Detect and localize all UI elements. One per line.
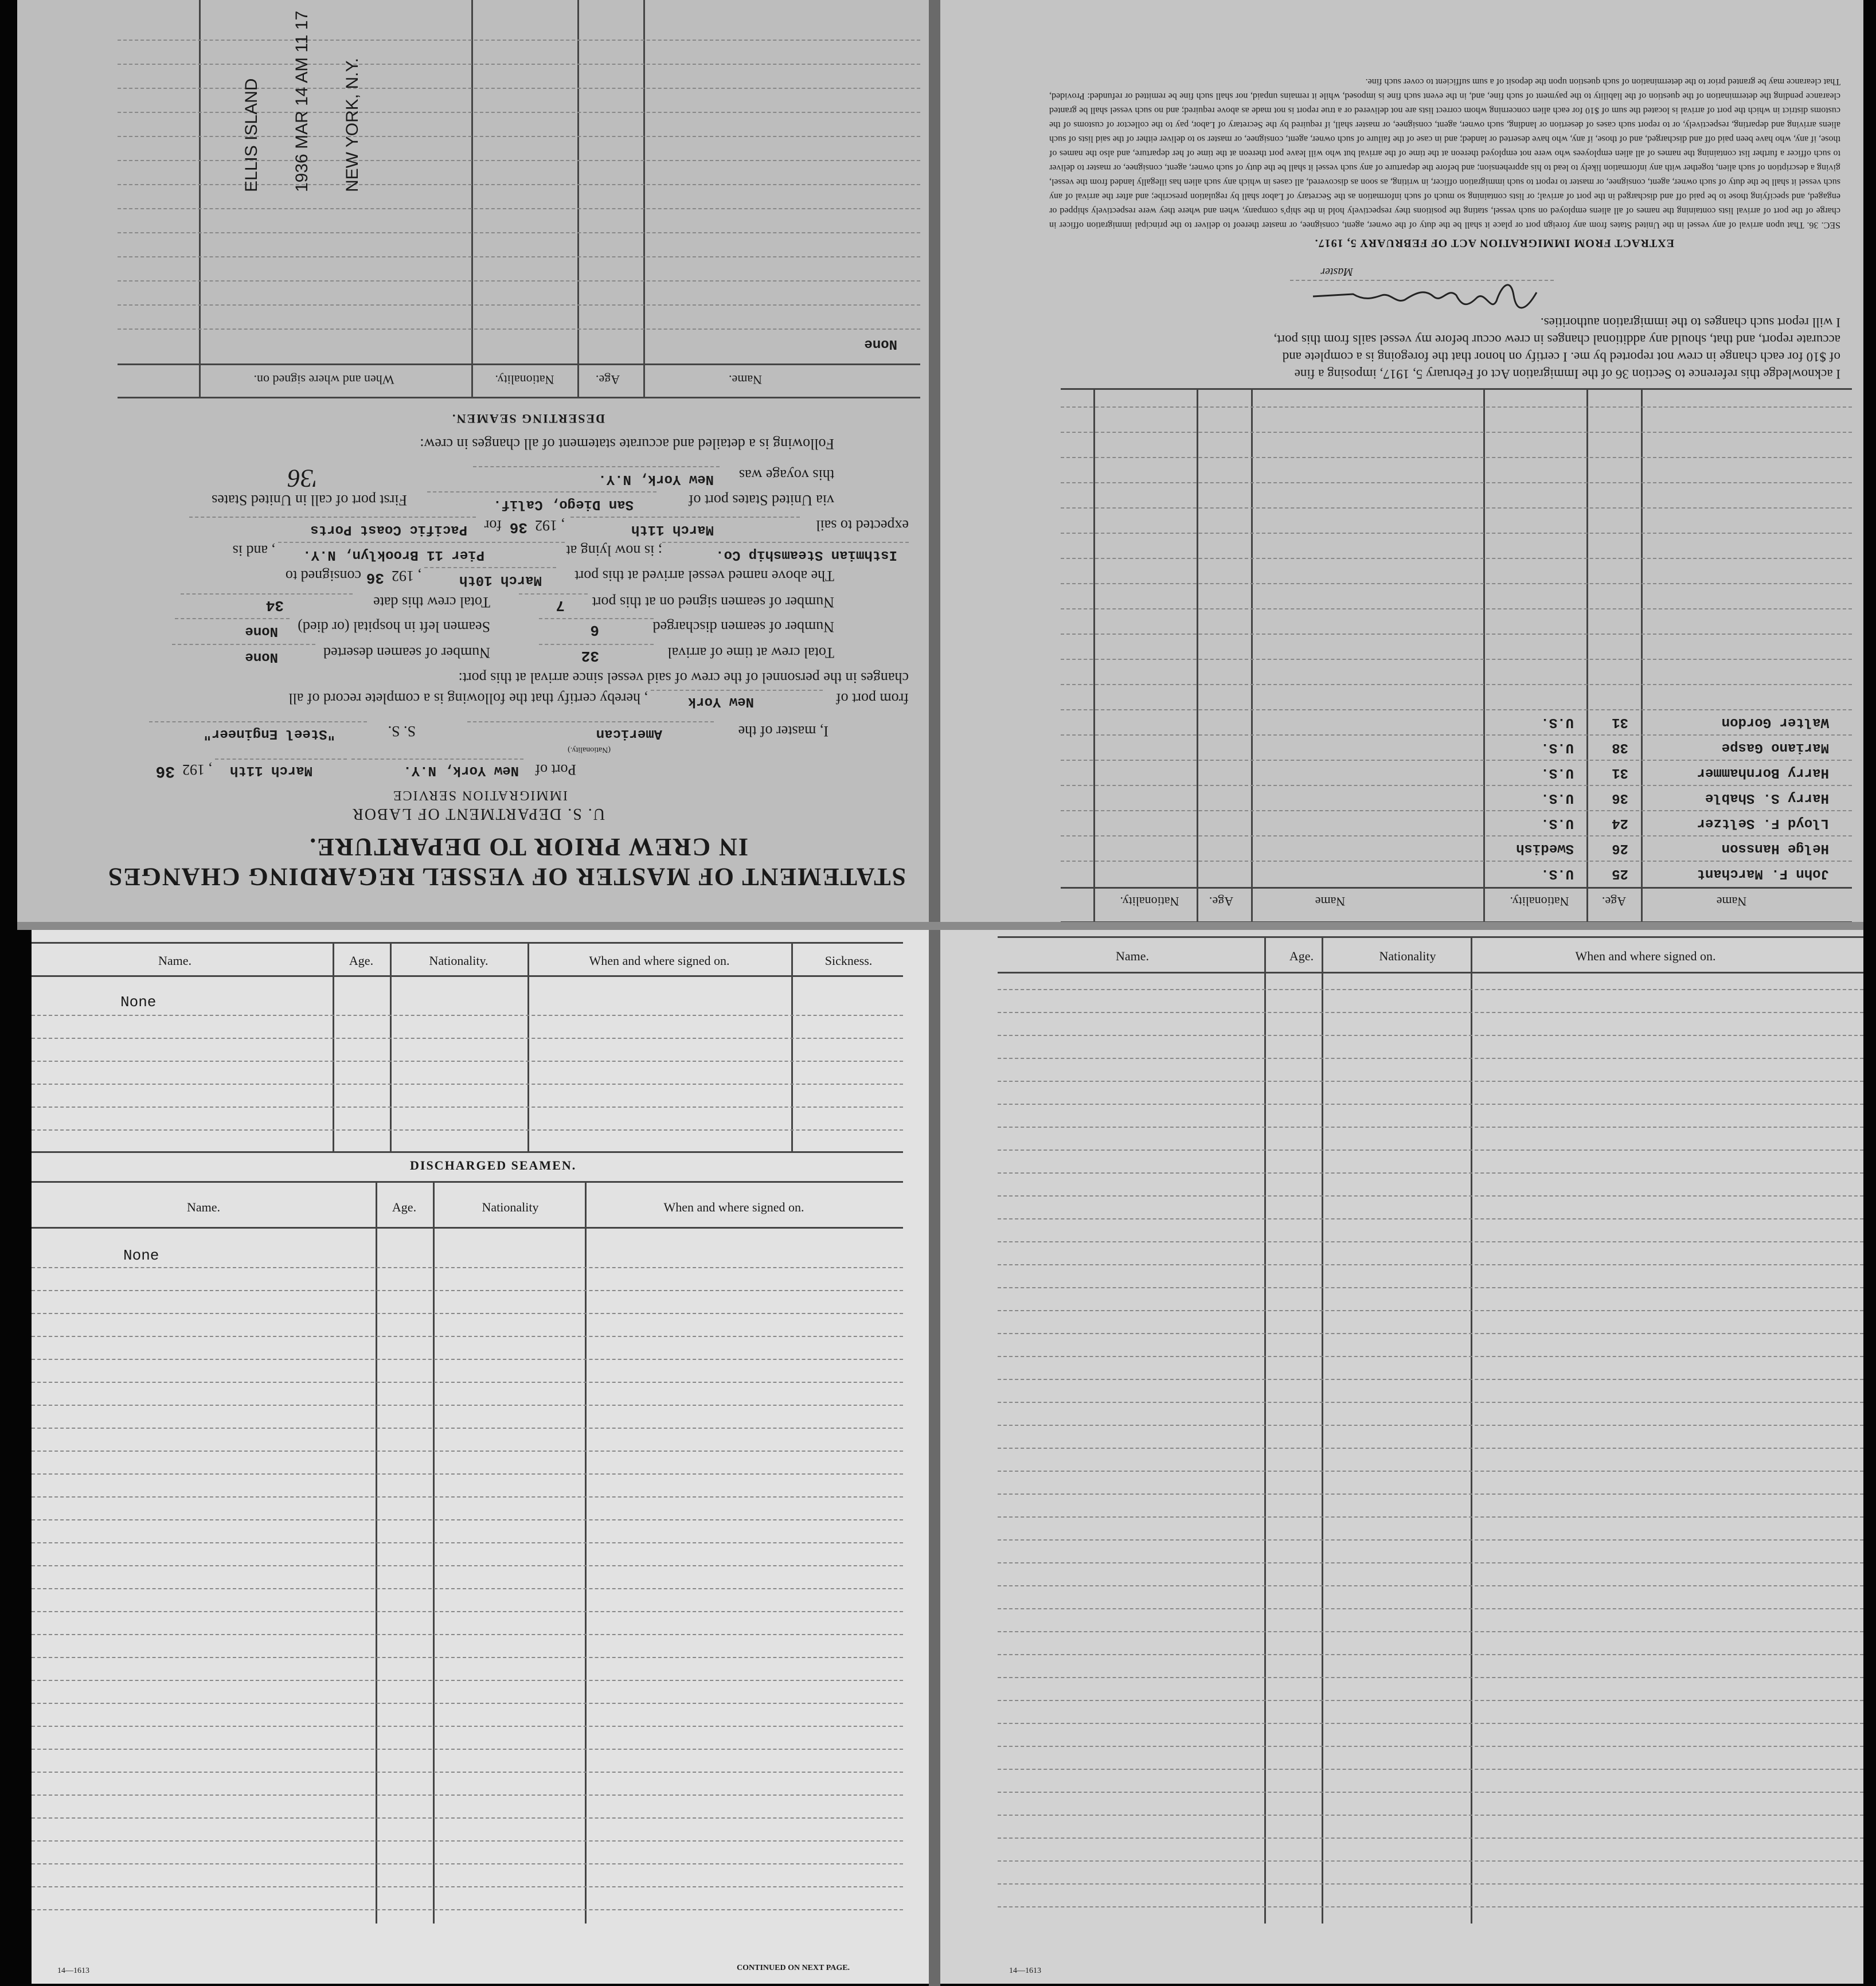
signed-row-age: 31 <box>1612 765 1628 780</box>
ruled-line <box>998 1287 1863 1288</box>
ellis-island-stamp <box>226 11 378 192</box>
ruled-line <box>998 1218 1863 1219</box>
ruled-line <box>32 1657 903 1658</box>
form-number-left: 14—1613 <box>57 1967 89 1975</box>
signed-row-name: Walter Gordon <box>1721 714 1829 730</box>
deserted-label: Number of seamen deserted <box>323 644 490 661</box>
master-signature <box>1302 278 1542 318</box>
lower-left-sheet <box>32 926 929 1984</box>
continued-note: CONTINUED ON NEXT PAGE. <box>737 1964 850 1972</box>
extract-heading: EXTRACT FROM IMMIGRATION ACT OF FEBRUARY 5, 1917. <box>1314 237 1674 249</box>
department-name: U. S. DEPARTMENT OF LABOR <box>351 805 605 823</box>
ruled-line <box>998 1654 1863 1655</box>
discharged-col-nationality: Nationality <box>482 1200 539 1214</box>
ruled-line <box>998 1723 1863 1724</box>
via-value: San Diego, Calif. <box>493 496 634 512</box>
signed-row-name: John F. Marchant <box>1697 866 1829 881</box>
from-port: New York <box>687 694 754 709</box>
discharged-col-when: When and where signed on. <box>663 1200 804 1214</box>
total-date-value: 34 <box>265 597 284 614</box>
ack-line3: accurate report, and that, should any additional changes in crew occur before my vessel sails from this port, <box>1273 333 1840 347</box>
desert-col-when: When and where signed on. <box>253 373 394 387</box>
ruled-line <box>32 1588 903 1589</box>
signed-col-nat-2: Nationality. <box>1120 894 1179 909</box>
expected-label: expected to sail <box>816 517 909 534</box>
master-nationality: American <box>596 726 662 741</box>
signed-row-nationality: U.S. <box>1541 790 1574 806</box>
stamp-line3: NEW YORK, N.Y. <box>343 58 362 192</box>
signed-row-nationality: Swedish <box>1516 840 1574 856</box>
first-port-label: First port of call in United States <box>212 492 407 509</box>
cont-col-when: When and where signed on. <box>1575 949 1716 963</box>
port-value: New York, N.Y. <box>403 763 519 778</box>
hospital-col-age: Age. <box>349 953 374 968</box>
ruled-line <box>998 1264 1863 1265</box>
ruled-line <box>998 989 1863 990</box>
destination: Pacific Coast Ports <box>310 522 467 537</box>
expected-value: March 11th <box>631 522 714 537</box>
upper-right-sheet <box>932 0 1863 926</box>
consignee: Isthmian Steamship Co. <box>716 547 897 562</box>
ruled-line <box>32 1451 903 1452</box>
ruled-line <box>32 1886 903 1887</box>
ruled-line <box>32 1634 903 1635</box>
deserting-heading: DESERTING SEAMEN. <box>451 412 605 426</box>
ruled-line <box>32 1359 903 1360</box>
changes-intro: Following is a detailed and accurate statement of all changes in crew: <box>420 436 834 452</box>
upper-left-sheet <box>17 0 932 926</box>
port-year-prefix: , 192 <box>182 761 212 778</box>
ruled-line <box>998 1539 1863 1541</box>
deserted-value: None <box>245 649 278 664</box>
ruled-line <box>998 1448 1863 1449</box>
form-title-line2: IN CREW PRIOR TO DEPARTURE. <box>308 833 748 861</box>
lying-value: Pier 11 Brooklyn, N.Y. <box>303 547 484 562</box>
ruled-line <box>998 1425 1863 1426</box>
ruled-line <box>998 1677 1863 1678</box>
signed-row-age: 31 <box>1612 714 1628 730</box>
changes-text: changes in the personnel of the crew of said vessel since arrival at this port: <box>458 670 909 686</box>
ruled-line <box>32 1680 903 1681</box>
cont-col-name: Name. <box>1115 949 1150 963</box>
ruled-line <box>32 1772 903 1773</box>
discharged-col-age: Age. <box>392 1200 417 1214</box>
ruled-line <box>32 1267 903 1268</box>
ruled-line <box>998 1815 1863 1816</box>
signed-row-nationality: U.S. <box>1541 740 1574 755</box>
ruled-line <box>998 1104 1863 1105</box>
ruled-line <box>32 1726 903 1727</box>
expected-year-prefix: , 192 <box>535 517 565 534</box>
first-port-value: New York, N.Y. <box>598 471 714 487</box>
form-number-right: 14—1613 <box>1009 1967 1041 1975</box>
center-fold <box>929 0 940 1986</box>
certify-text: , hereby certify that the following is a complete record of all <box>288 690 648 707</box>
signed-row-name: Harry Bornhammer <box>1697 765 1829 780</box>
signed-row-nationality: U.S. <box>1541 815 1574 831</box>
ruled-line <box>32 1336 903 1337</box>
form-title-line1: STATEMENT OF MASTER OF VESSEL REGARDING CHANGES <box>107 863 906 891</box>
hospital-label: Seamen left in hospital (or died) <box>298 619 490 635</box>
ruled-line <box>998 1471 1863 1472</box>
ruled-line <box>998 1035 1863 1036</box>
ruled-line <box>32 1703 903 1704</box>
arrived-label: The above named vessel arrived at this port <box>574 568 834 584</box>
master-intro: I, master of the <box>738 723 828 740</box>
ruled-line <box>998 1792 1863 1793</box>
ruled-line <box>998 1516 1863 1518</box>
discharged-value: 6 <box>590 621 599 639</box>
signed-row-name: Lloyd F. Seltzer <box>1697 815 1829 831</box>
ruled-line <box>998 1906 1863 1907</box>
signed-on-value: 7 <box>556 597 565 614</box>
ruled-line <box>998 1860 1863 1862</box>
ruled-line <box>998 1127 1863 1128</box>
hospital-col-name: Name. <box>158 953 192 968</box>
signed-row-nationality: U.S. <box>1541 714 1574 730</box>
total-crew-label: Total crew at time of arrival <box>667 644 834 661</box>
signed-row-age: 38 <box>1612 740 1628 755</box>
desert-col-nationality: Nationality. <box>495 373 554 387</box>
lower-right-sheet <box>940 926 1863 1984</box>
discharged-heading: DISCHARGED SEAMEN. <box>410 1158 577 1172</box>
discharged-label: Number of seamen discharged <box>652 619 834 635</box>
signed-row-age: 26 <box>1612 840 1628 856</box>
ack-line2: of $10 for each change in crew not reported by me. I certify on honor that the foregoing is a complete and <box>1282 350 1840 364</box>
cont-col-age: Age. <box>1289 949 1314 963</box>
ack-line4: I will report such changes to the immigration authorities. <box>1540 315 1840 330</box>
hospital-entry: None <box>120 994 157 1011</box>
ruled-line <box>32 1611 903 1612</box>
ruled-line <box>32 1565 903 1566</box>
inverted-page-right <box>932 0 1863 926</box>
ruled-line <box>998 1838 1863 1839</box>
hospital-col-nationality: Nationality. <box>429 953 488 968</box>
ruled-line <box>32 1795 903 1796</box>
ruled-line <box>32 1313 903 1314</box>
cont-col-nationality: Nationality <box>1379 949 1436 963</box>
ruled-line <box>998 1012 1863 1013</box>
from-port-label: from port of <box>835 690 909 707</box>
via-label: via United States port of <box>688 492 834 509</box>
ruled-line <box>32 1405 903 1406</box>
total-crew-value: 32 <box>581 647 599 664</box>
hospital-value: None <box>245 623 278 639</box>
hospital-col-when: When and where signed on. <box>589 953 730 968</box>
port-label: Port of <box>535 761 576 778</box>
and-is-text: , and is <box>232 542 275 559</box>
ruled-line <box>998 1150 1863 1151</box>
signed-col-name-1: Name <box>1716 894 1747 909</box>
ruled-line <box>32 1863 903 1864</box>
inverted-page-left <box>17 0 932 926</box>
ruled-line <box>998 1356 1863 1357</box>
arrived-value: March 10th <box>459 572 542 588</box>
ruled-line <box>998 1585 1863 1586</box>
discharged-col-name: Name. <box>186 1200 221 1214</box>
ruled-line <box>998 1562 1863 1563</box>
ruled-line <box>998 1310 1863 1311</box>
ruled-line <box>998 1379 1863 1380</box>
ruled-line <box>32 1496 903 1498</box>
ack-line1: I acknowledge this reference to Section 36 of the Immigration Act of February 5, 1917, imposing a fine <box>1294 367 1840 381</box>
handwritten-mark: '36 <box>287 464 318 492</box>
signed-row-age: 25 <box>1612 866 1628 881</box>
desert-col-age: Age. <box>595 373 620 387</box>
ruled-line <box>32 1519 903 1520</box>
signed-col-age-2: Age. <box>1209 894 1234 909</box>
ruled-line <box>998 1769 1863 1770</box>
deserting-entry: None <box>864 336 897 351</box>
ruled-line <box>998 1494 1863 1495</box>
signed-col-name-2: Name <box>1315 894 1346 909</box>
ruled-line <box>998 1172 1863 1174</box>
discharged-entry: None <box>123 1247 159 1264</box>
signed-row-name: Mariano Gaspe <box>1721 740 1829 755</box>
ruled-line <box>998 1058 1863 1059</box>
ruled-line <box>32 1909 903 1910</box>
total-date-label: Total crew this date <box>373 594 490 611</box>
stamp-line1: ELLIS ISLAND <box>242 78 261 192</box>
ruled-line <box>998 1241 1863 1242</box>
port-date: March 11th <box>229 763 312 778</box>
extract-text: SEC. 36. That upon arrival of any vessel in the United States from any foreign port or place it shall be the duty of the owner, agent, consignee, or master thereof to deliver to the principal immigration officer in charge of the port of arrival lists containing the names of all aliens employed on such vessel, stating the positions they respectively hold in the ship's company, when and where they were respectively shipped or engaged, and specifying those to be paid off and discharged in the port of arrival; or lists containing so much of such information as the Secretary of Labor shall by regulation prescribe; and after the arrival of any such vessel it shall be the duty of such owner, agent, consignee, or master to report to such immigration officer, in writing, as soon as discovered, all cases in which any such alien has illegally landed from the vessel, giving a description of such alien, together with any information likely to lead to his apprehension; and before the departure of any such vessel it shall be the duty of such owner, agent, consignee, or master to deliver to such officer a further list containing the names of all alien employees who were not employed thereon at the time of the arrival but who will leave port thereon at the time of her departure, and also the names of those, if any, who have been paid off and discharged, and of those, if any, who have deserted or landed; and in case of the failure of such owner, agent, consignee, or master so to deliver either of the said lists of such aliens arriving and departing, respectively, or to report such cases of desertion or landing, such owner, agent, consignee, or master shall, if required by the Secretary of Labor, pay to the collector of customs of the customs district in which the port of arrival is located the sum of $10 for each alien concerning whom correct lists are not delivered or a true report is not made as above required; and no such vessel shall be granted clearance pending the determination of the question of the liability to the payment of such fine, and, in the event such fine is imposed, while it remains unpaid, nor shall such fine be remitted or refunded: Provided, That clearance may be granted prior to the determination of such question upon the deposit of a sum sufficient to cover such fine. <box>1049 77 1840 230</box>
ruled-line <box>998 1081 1863 1082</box>
signed-row-name: Helge Hansson <box>1721 840 1829 856</box>
desert-col-name: Name. <box>728 373 763 387</box>
expected-year: 36 <box>509 519 527 536</box>
port-year: 36 <box>155 762 175 780</box>
ruled-line <box>998 1195 1863 1197</box>
lying-label: ; is now lying at <box>566 542 662 559</box>
ruled-line <box>998 1333 1863 1334</box>
stamp-line2: 1936 MAR 14 AM 11 17 <box>292 10 311 192</box>
ruled-line <box>32 1817 903 1819</box>
ruled-line <box>998 1402 1863 1403</box>
ruled-line <box>998 1608 1863 1609</box>
ruled-line <box>32 1473 903 1475</box>
signed-col-age-1: Age. <box>1601 894 1627 909</box>
ruled-line <box>998 1746 1863 1747</box>
ruled-line <box>32 1290 903 1291</box>
ruled-line <box>998 1883 1863 1885</box>
arrived-year: 36 <box>366 569 384 587</box>
consigned-to-label: consigned to <box>285 568 361 584</box>
signed-col-nat-1: Nationality. <box>1510 894 1569 909</box>
ruled-line <box>32 1428 903 1429</box>
ruled-line <box>998 1700 1863 1701</box>
service-name: IMMIGRATION SERVICE <box>392 788 568 803</box>
signed-row-age: 36 <box>1612 790 1628 806</box>
ruled-line <box>32 1542 903 1543</box>
ruled-line <box>32 1840 903 1842</box>
signed-row-name: Harry S. Shable <box>1705 790 1829 806</box>
signed-on-label: Number of seamen signed on at this port <box>592 594 834 611</box>
signature-caption: Master <box>1320 265 1353 278</box>
arrived-year-prefix: , 192 <box>392 568 421 584</box>
signed-row-nationality: U.S. <box>1541 866 1574 881</box>
ruled-line <box>32 1382 903 1383</box>
horizontal-fold <box>17 922 1863 930</box>
ship-prefix: S. S. <box>388 723 416 740</box>
hospital-col-sickness: Sickness. <box>824 953 873 968</box>
for-label: for <box>484 517 502 534</box>
nationality-caption: (Nationality.) <box>568 745 611 754</box>
ruled-line <box>32 1749 903 1750</box>
vessel-name: "Steel Engineer" <box>203 726 335 741</box>
this-voyage-label: this voyage was <box>738 467 834 483</box>
ruled-line <box>998 1631 1863 1632</box>
signed-row-age: 24 <box>1612 815 1628 831</box>
signed-row-nationality: U.S. <box>1541 765 1574 780</box>
